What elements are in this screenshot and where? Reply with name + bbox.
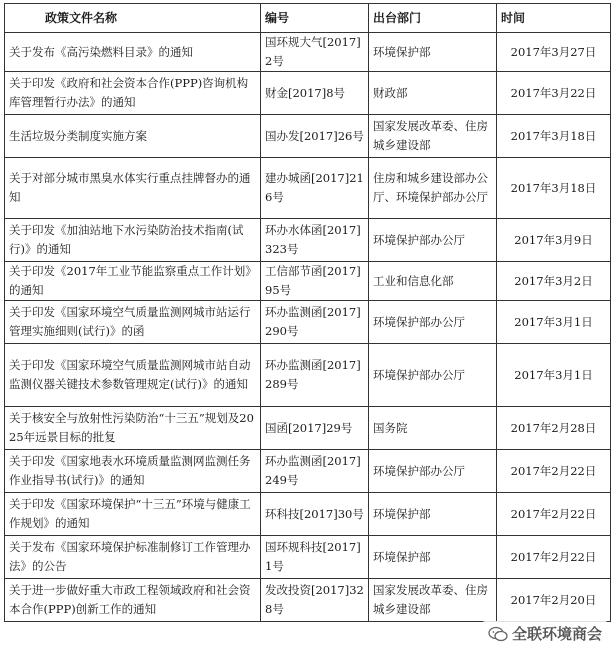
header-code: 编号 (261, 4, 369, 33)
cell-date: 2017年3月22日 (497, 72, 611, 115)
cell-dept: 财政部 (369, 72, 497, 115)
cell-name: 关于发布《高污染燃料目录》的通知 (5, 33, 261, 72)
cell-code: 国办发[2017]26号 (261, 115, 369, 158)
table-row (5, 301, 611, 344)
cell-date: 2017年3月27日 (497, 33, 611, 72)
cell-name: 关于印发《加油站地下水污染防治技术指南(试行)》的通知 (5, 219, 261, 262)
cell-date: 2017年3月2日 (497, 262, 611, 301)
cell-name: 关于进一步做好重大市政工程领域政府和社会资本合作(PPP)创新工作的通知 (5, 579, 261, 622)
cell-date: 2017年3月18日 (497, 115, 611, 158)
cell-code: 环办水体函[2017]323号 (261, 219, 369, 262)
cell-code: 环办监测函[2017]249号 (261, 450, 369, 493)
cell-name: 生活垃圾分类制度实施方案 (5, 115, 261, 158)
cell-date: 2017年2月28日 (497, 407, 611, 450)
table-row (5, 493, 611, 536)
cell-code: 环科技[2017]30号 (261, 493, 369, 536)
cell-name: 关于印发《国家环境空气质量监测网城市站运行管理实施细则(试行)》的函 (5, 301, 261, 344)
header-date: 时间 (497, 4, 611, 33)
cell-code: 国函[2017]29号 (261, 407, 369, 450)
watermark-text: 全联环境商会 (511, 625, 602, 643)
cell-name: 关于印发《政府和社会资本合作(PPP)咨询机构库管理暂行办法》的通知 (5, 72, 261, 115)
cell-date: 2017年2月20日 (497, 579, 611, 622)
cell-dept: 环境保护部 (369, 493, 497, 536)
cell-code: 环办监测函[2017]290号 (261, 301, 369, 344)
cell-name: 关于发布《国家环境保护标准制修订工作管理办法》的公告 (5, 536, 261, 579)
cell-code: 工信部节函[2017]95号 (261, 262, 369, 301)
wechat-icon (488, 626, 508, 642)
table-row (5, 579, 611, 622)
policy-table (4, 3, 611, 622)
cell-name: 关于印发《国家地表水环境质量监测网监测任务作业指导书(试行)》的通知 (5, 450, 261, 493)
table-row (5, 407, 611, 450)
cell-name: 关于印发《国家环境保护“十三五”环境与健康工作规划》的通知 (5, 493, 261, 536)
cell-date: 2017年3月18日 (497, 158, 611, 219)
cell-dept: 国家发展改革委、住房城乡建设部 (369, 115, 497, 158)
cell-code: 环办监测函[2017]289号 (261, 344, 369, 407)
cell-dept: 环境保护部办公厅 (369, 344, 497, 407)
cell-dept: 国家发展改革委、住房城乡建设部 (369, 579, 497, 622)
cell-dept: 环境保护部办公厅 (369, 450, 497, 493)
cell-code: 财金[2017]8号 (261, 72, 369, 115)
table-row (5, 115, 611, 158)
cell-dept: 国务院 (369, 407, 497, 450)
cell-date: 2017年3月1日 (497, 301, 611, 344)
table-row (5, 262, 611, 301)
cell-date: 2017年2月22日 (497, 450, 611, 493)
header-name: 政策文件名称 (5, 4, 261, 33)
header-dept: 出台部门 (369, 4, 497, 33)
table-row (5, 158, 611, 219)
table-row (5, 536, 611, 579)
table-row (5, 72, 611, 115)
cell-name: 关于印发《国家环境空气质量监测网城市站自动监测仪器关键技术参数管理规定(试行)》的通知 (5, 344, 261, 407)
cell-code: 发改投资[2017]328号 (261, 579, 369, 622)
cell-dept: 住房和城乡建设部办公厅、环境保护部办公厅 (369, 158, 497, 219)
cell-date: 2017年3月1日 (497, 344, 611, 407)
cell-name: 关于对部分城市黑臭水体实行重点挂牌督办的通知 (5, 158, 261, 219)
cell-dept: 环境保护部办公厅 (369, 301, 497, 344)
table-row (5, 450, 611, 493)
cell-name: 关于核安全与放射性污染防治“十三五”规划及2025年远景目标的批复 (5, 407, 261, 450)
cell-dept: 环境保护部办公厅 (369, 219, 497, 262)
cell-name: 关于印发《2017年工业节能监察重点工作计划》的通知 (5, 262, 261, 301)
table-row (5, 344, 611, 407)
table-row (5, 33, 611, 72)
cell-date: 2017年2月22日 (497, 493, 611, 536)
cell-dept: 环境保护部 (369, 536, 497, 579)
cell-date: 2017年2月22日 (497, 536, 611, 579)
cell-dept: 工业和信息化部 (369, 262, 497, 301)
cell-dept: 环境保护部 (369, 33, 497, 72)
cell-date: 2017年3月9日 (497, 219, 611, 262)
cell-code: 建办城函[2017]216号 (261, 158, 369, 219)
table-row (5, 219, 611, 262)
cell-code: 国环规大气[2017]2号 (261, 33, 369, 72)
cell-code: 国环规科技[2017]1号 (261, 536, 369, 579)
table-header-row (5, 4, 611, 33)
watermark (482, 621, 608, 646)
